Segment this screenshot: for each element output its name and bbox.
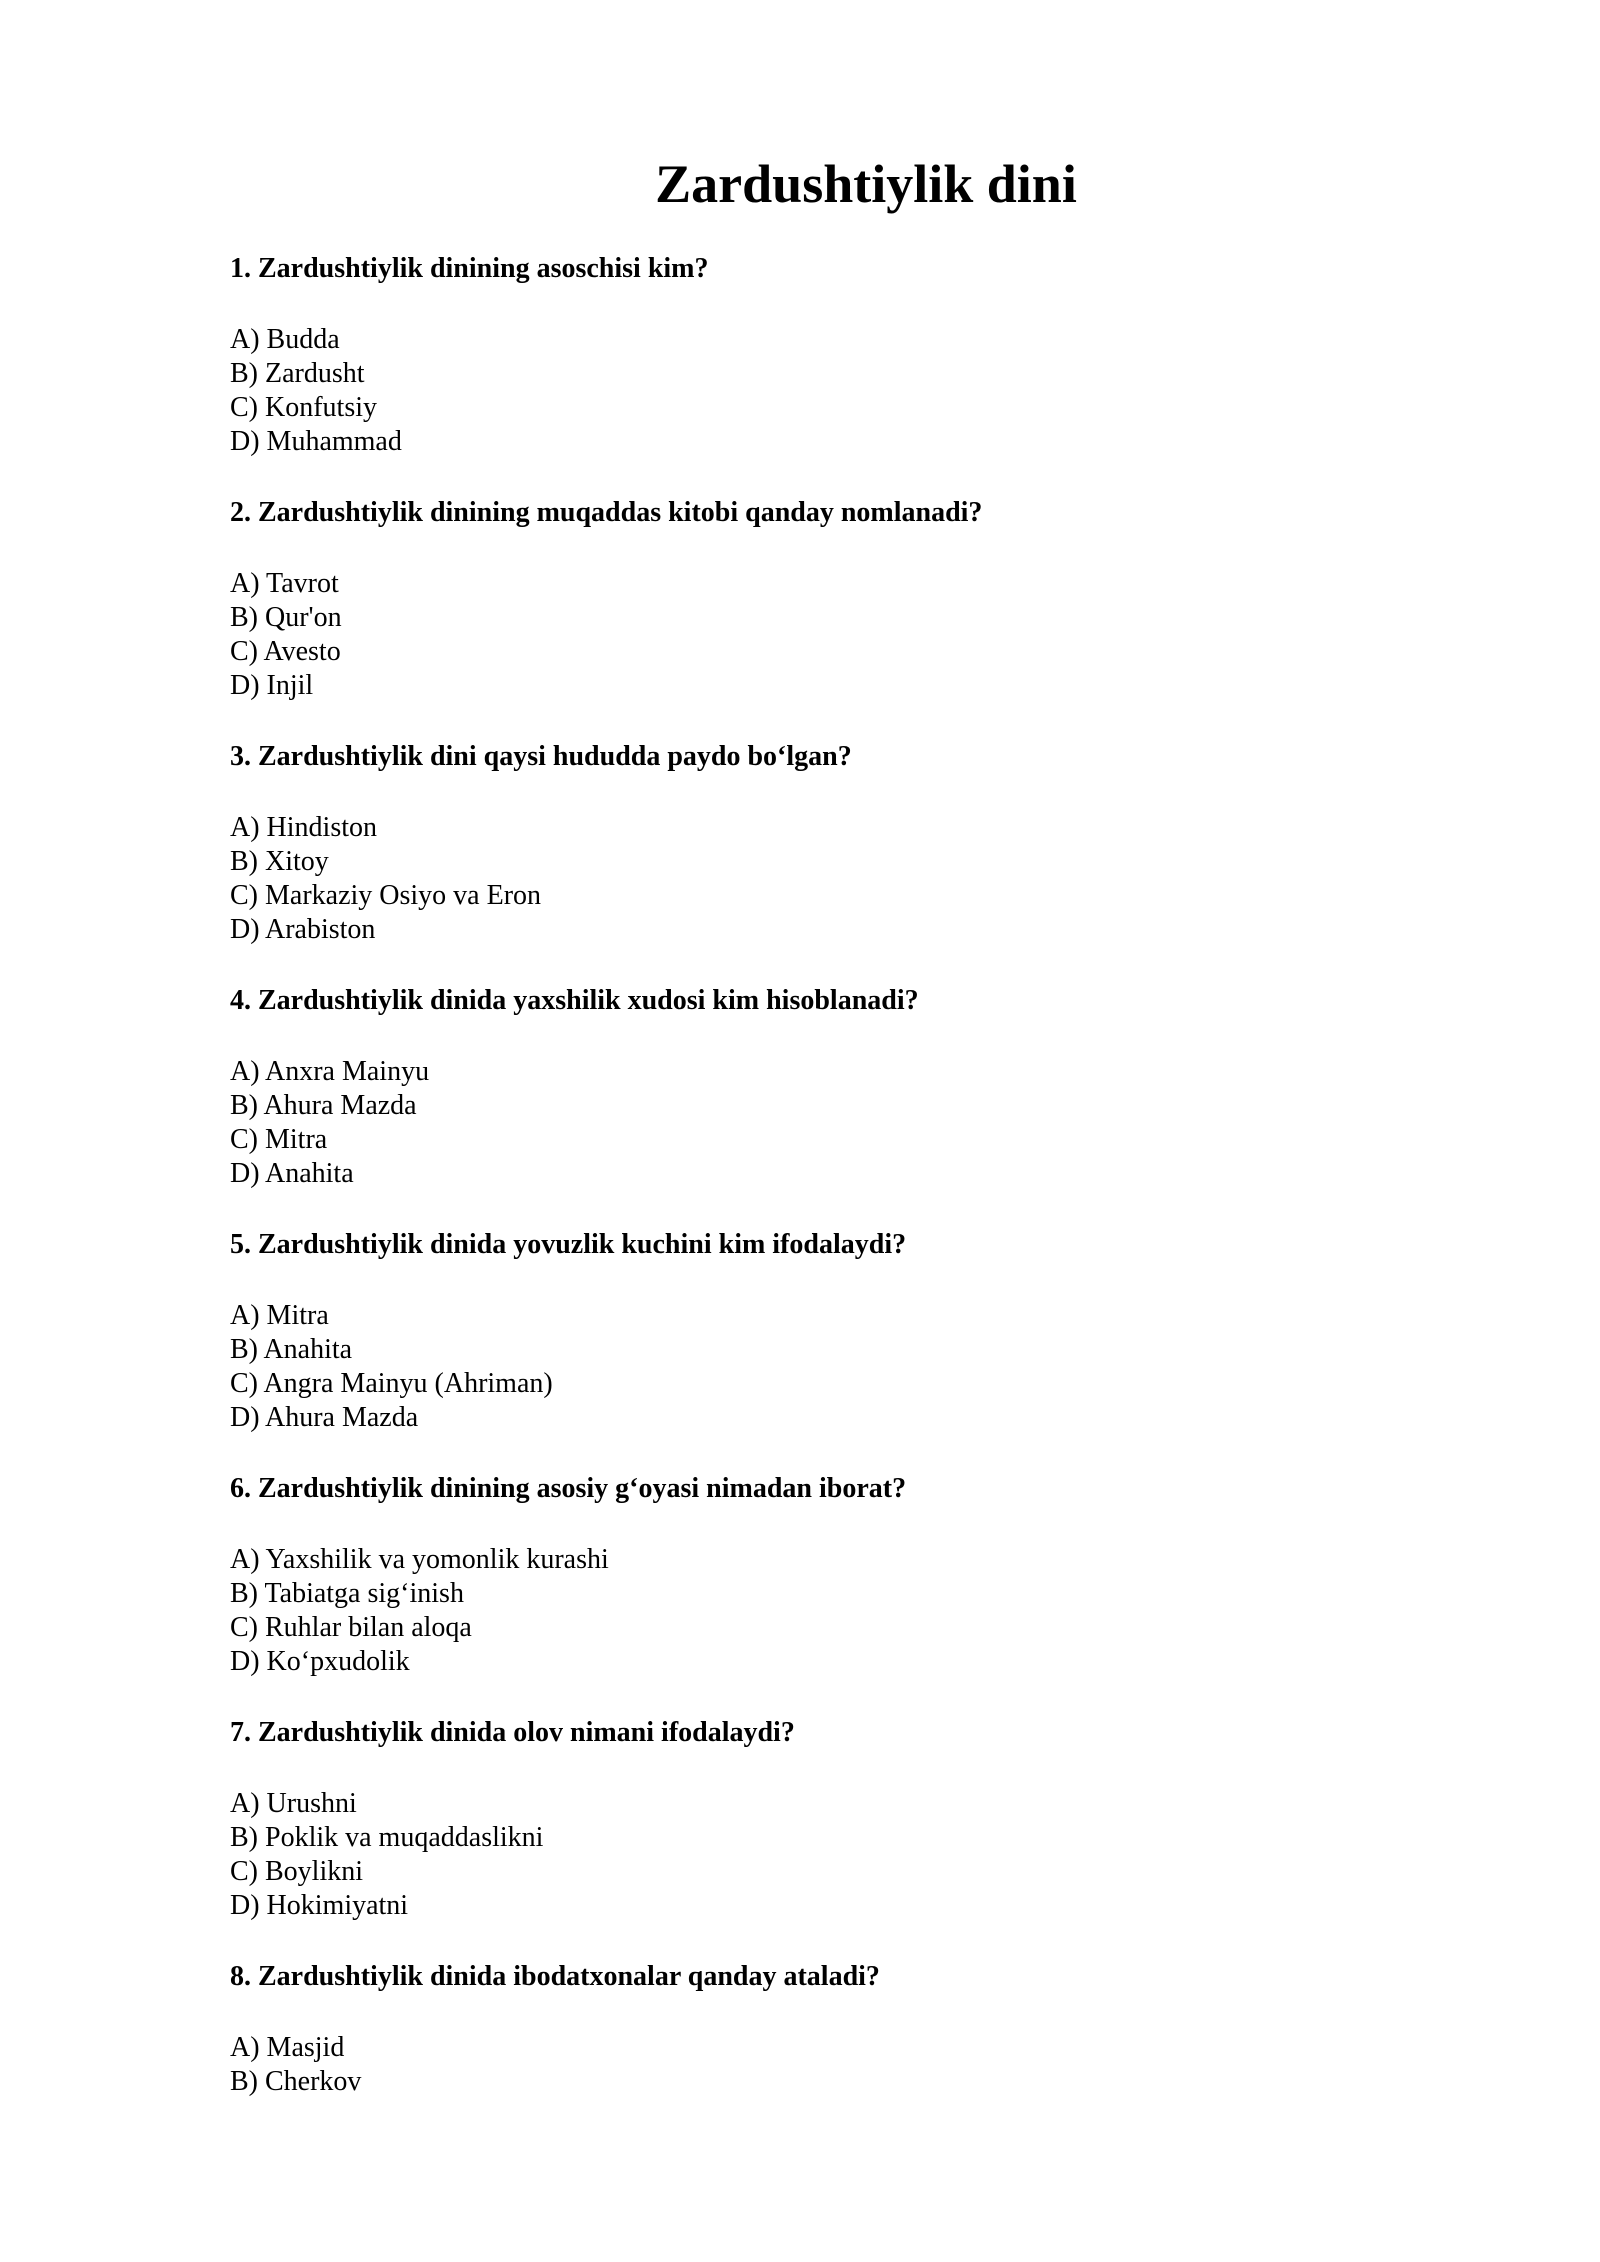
- answer-options: [230, 567, 1460, 703]
- question-6: [230, 1472, 1460, 1679]
- question-text: 3. Zardushtiylik dini qaysi hududda paydo bo‘lgan?: [230, 741, 852, 772]
- document-title: Zardushtiylik dini: [655, 154, 1077, 214]
- answer-option: D) Hokimiyatni: [230, 1890, 409, 1921]
- answer-option: A) Anxra Mainyu: [230, 1056, 430, 1087]
- answer-option: D) Muhammad: [230, 426, 402, 457]
- answer-option: A) Hindiston: [230, 812, 377, 843]
- answer-option: C) Mitra: [230, 1124, 328, 1155]
- question-text: 2. Zardushtiylik dinining muqaddas kitobi qanday nomlanadi?: [230, 497, 983, 528]
- question-text: 1. Zardushtiylik dinining asoschisi kim?: [230, 253, 709, 284]
- answer-option: C) Boylikni: [230, 1856, 364, 1887]
- answer-option: B) Qur'on: [230, 602, 342, 633]
- answer-option: C) Ruhlar bilan aloqa: [230, 1612, 472, 1643]
- answer-option: A) Masjid: [230, 2032, 345, 2063]
- question-2: [230, 496, 1460, 703]
- answer-options: [230, 2031, 1460, 2099]
- answer-option: A) Mitra: [230, 1300, 329, 1331]
- question-text: 4. Zardushtiylik dinida yaxshilik xudosi kim hisoblanadi?: [230, 985, 919, 1016]
- answer-options: [230, 811, 1460, 947]
- answer-options: [230, 1299, 1460, 1435]
- answer-options: [230, 1787, 1460, 1923]
- answer-option: A) Yaxshilik va yomonlik kurashi: [230, 1544, 609, 1575]
- answer-option: D) Ahura Mazda: [230, 1402, 419, 1433]
- answer-option: B) Ahura Mazda: [230, 1090, 417, 1121]
- answer-option: C) Konfutsiy: [230, 392, 377, 423]
- question-text: 7. Zardushtiylik dinida olov nimani ifodalaydi?: [230, 1717, 795, 1748]
- question-7: [230, 1716, 1460, 1923]
- answer-option: B) Poklik va muqaddaslikni: [230, 1822, 544, 1853]
- answer-option: B) Tabiatga sig‘inish: [230, 1578, 464, 1609]
- answer-option: D) Arabiston: [230, 914, 376, 945]
- answer-option: C) Markaziy Osiyo va Eron: [230, 880, 542, 911]
- answer-options: [230, 1543, 1460, 1679]
- question-text: 5. Zardushtiylik dinida yovuzlik kuchini kim ifodalaydi?: [230, 1229, 907, 1260]
- answer-options: [230, 1055, 1460, 1191]
- question-1: [230, 252, 1460, 459]
- question-text: 6. Zardushtiylik dinining asosiy g‘oyasi nimadan iborat?: [230, 1473, 907, 1504]
- answer-option: D) Ko‘pxudolik: [230, 1646, 410, 1677]
- question-list: [230, 252, 1460, 2136]
- answer-option: D) Anahita: [230, 1158, 354, 1189]
- answer-option: D) Injil: [230, 670, 314, 701]
- answer-option: C) Avesto: [230, 636, 341, 667]
- question-text: 8. Zardushtiylik dinida ibodatxonalar qanday ataladi?: [230, 1961, 880, 1992]
- question-8: [230, 1960, 1460, 2099]
- answer-option: A) Budda: [230, 324, 340, 355]
- answer-option: B) Anahita: [230, 1334, 353, 1365]
- question-5: [230, 1228, 1460, 1435]
- answer-option: B) Xitoy: [230, 846, 329, 877]
- answer-options: [230, 323, 1460, 459]
- answer-option: C) Angra Mainyu (Ahriman): [230, 1368, 553, 1399]
- answer-option: A) Tavrot: [230, 568, 339, 599]
- answer-option: B) Zardusht: [230, 358, 365, 389]
- answer-option: A) Urushni: [230, 1788, 357, 1819]
- question-4: [230, 984, 1460, 1191]
- answer-option: B) Cherkov: [230, 2066, 362, 2097]
- question-3: [230, 740, 1460, 947]
